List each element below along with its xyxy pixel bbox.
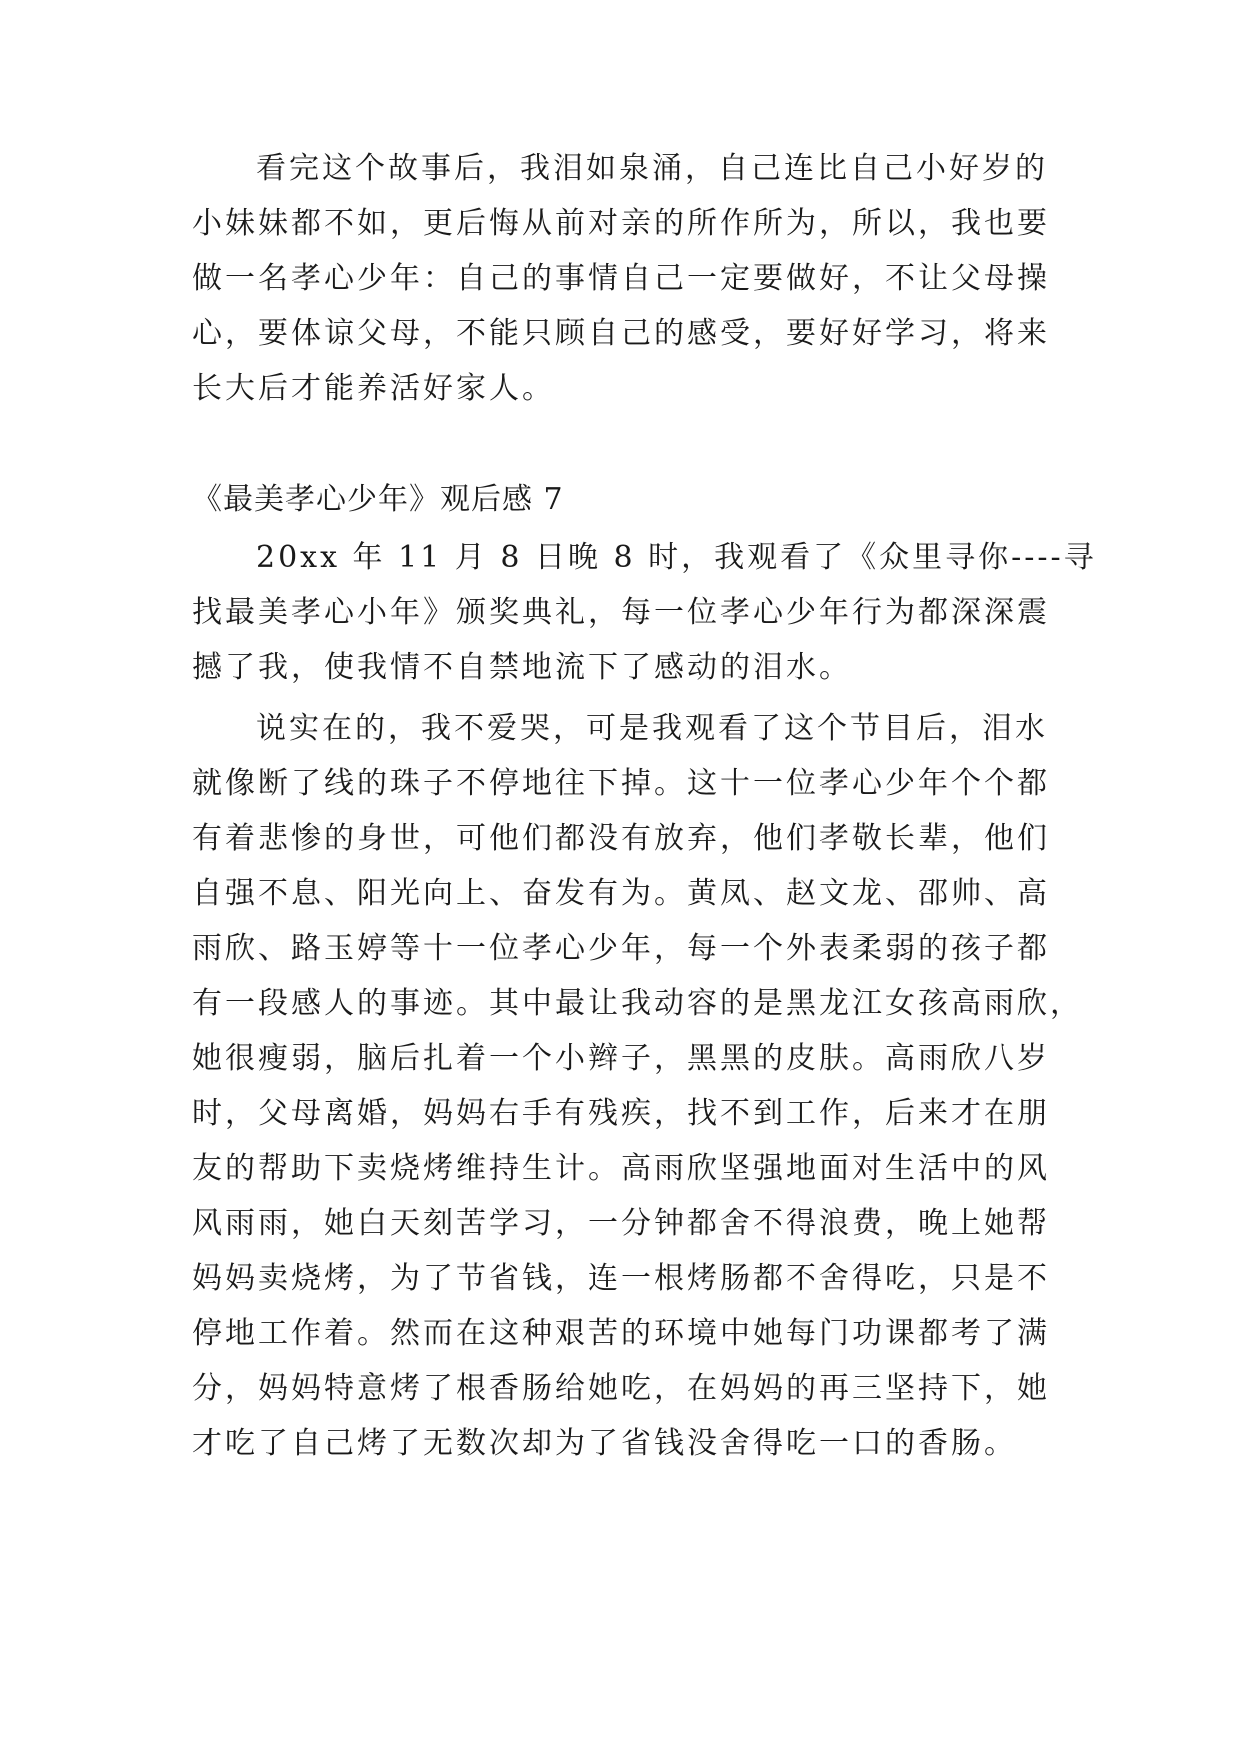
paragraph-line: 就像断了线的珠子不停地往下掉。这十一位孝心少年个个都 [192,766,1050,801]
paragraph-line: 才吃了自己烤了无数次却为了省钱没舍得吃一口的香肠。 [192,1426,1017,1461]
paragraph-line: 心，要体谅父母，不能只顾自己的感受，要好好学习，将来 [192,316,1050,351]
paragraph-line: 撼了我，使我情不自禁地流下了感动的泪水。 [192,650,852,685]
paragraph-line: 长大后才能养活好家人。 [192,371,555,406]
paragraph-line: 小妹妹都不如，更后悔从前对亲的所作所为，所以，我也要 [192,206,1050,241]
paragraph-line: 时，父母离婚，妈妈右手有残疾，找不到工作，后来才在朋 [192,1096,1050,1131]
paragraph-line: 雨欣、路玉婷等十一位孝心少年，每一个外表柔弱的孩子都 [192,931,1050,966]
paragraph-line: 自强不息、阳光向上、奋发有为。黄凤、赵文龙、邵帅、高 [192,876,1050,911]
paragraph-line: 分，妈妈特意烤了根香肠给她吃，在妈妈的再三坚持下，她 [192,1371,1050,1406]
paragraph-line: 20xx 年 11 月 8 日晚 8 时，我观看了《众里寻你----寻 [256,540,1097,575]
paragraph-line: 风雨雨，她白天刻苦学习，一分钟都舍不得浪费，晚上她帮 [192,1206,1050,1241]
paragraph-line: 有着悲惨的身世，可他们都没有放弃，他们孝敬长辈，他们 [192,821,1050,856]
paragraph-line: 看完这个故事后，我泪如泉涌，自己连比自己小好岁的 [256,151,1048,186]
paragraph-line: 停地工作着。然而在这种艰苦的环境中她每门功课都考了满 [192,1316,1050,1351]
paragraph-line: 说实在的，我不爱哭，可是我观看了这个节目后，泪水 [256,711,1048,746]
paragraph-line: 做一名孝心少年：自己的事情自己一定要做好，不让父母操 [192,261,1050,296]
paragraph-line: 找最美孝心小年》颁奖典礼，每一位孝心少年行为都深深震 [192,595,1050,630]
section-title: 《最美孝心少年》观后感 7 [192,482,564,517]
paragraph-line: 妈妈卖烧烤，为了节省钱，连一根烤肠都不舍得吃，只是不 [192,1261,1050,1296]
paragraph-line: 她很瘦弱，脑后扎着一个小辫子，黑黑的皮肤。高雨欣八岁 [192,1041,1050,1076]
paragraph-line: 有一段感人的事迹。其中最让我动容的是黑龙江女孩高雨欣， [192,986,1083,1021]
paragraph-line: 友的帮助下卖烧烤维持生计。高雨欣坚强地面对生活中的风 [192,1151,1050,1186]
